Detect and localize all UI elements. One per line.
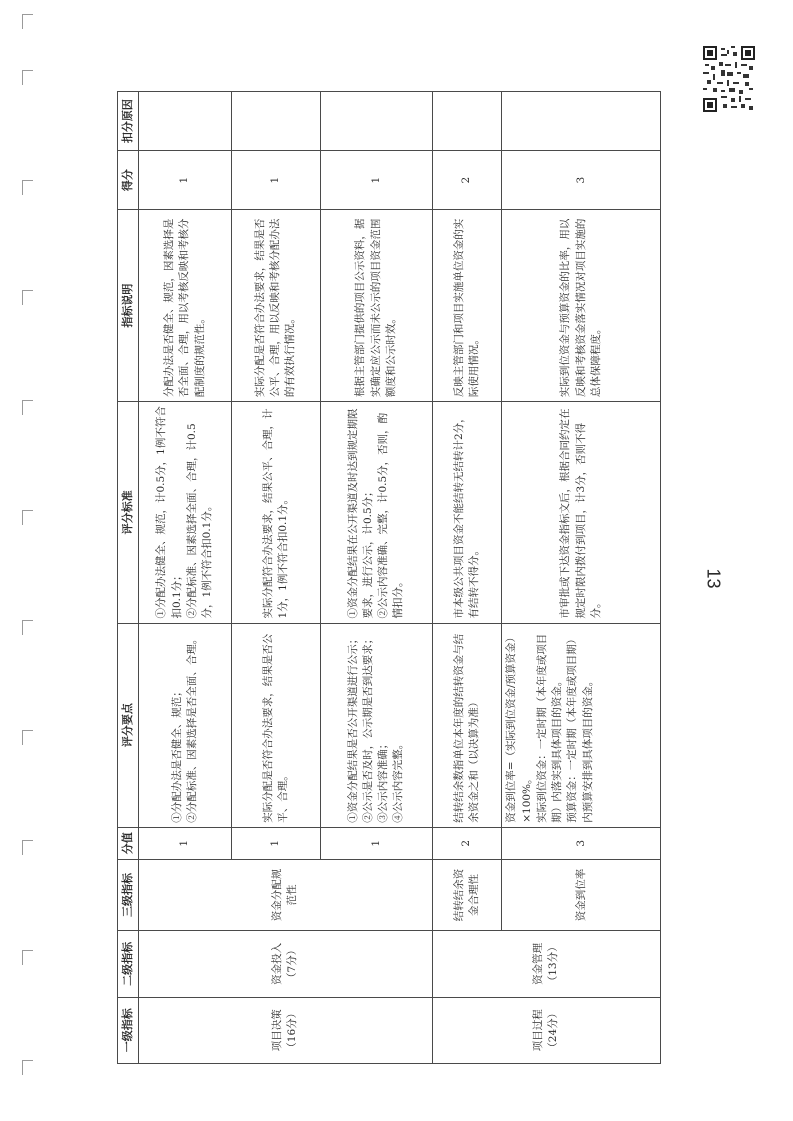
header-got: 得分 (118, 151, 139, 210)
score-cell: 2 (432, 827, 502, 859)
points-line: ③公示内容准确； (377, 738, 390, 823)
points-cell (320, 623, 432, 827)
score-cell: 1 (320, 827, 432, 859)
standard-line: 实际分配符合办法要求，结果公平、合理，计1分，1例不符合扣0.1分。 (261, 408, 289, 619)
standard-cell (432, 402, 502, 623)
points-line: ④公示内容完整。 (392, 738, 405, 823)
binding-mark (22, 1060, 33, 1075)
table-row (138, 92, 231, 1064)
points-line: ②公示是否及时，公示期是否到达要求； (361, 633, 374, 823)
reason-cell (320, 92, 432, 151)
binding-mark (22, 290, 33, 305)
binding-mark (22, 730, 33, 745)
got-cell: 3 (502, 151, 661, 210)
standard-cell (502, 402, 661, 623)
header-standard: 评分标准 (118, 402, 139, 623)
score-cell: 1 (138, 827, 231, 859)
description-cell: 根据主管部门提供的项目公示资料，据实确定应公示而未公示的项目资金范围额度和公示时效。 (320, 210, 432, 402)
binding-mark (22, 400, 33, 415)
description-cell: 实际分配是否符合办法要求，结果是否公平、合理，用以反映和考核分配办法的有效执行情况。 (231, 210, 320, 402)
standard-cell (320, 402, 432, 623)
evaluation-table (117, 91, 661, 1064)
binding-mark (22, 14, 33, 29)
header-score: 分值 (118, 827, 139, 859)
binding-mark (22, 180, 33, 195)
table-row (502, 92, 661, 1064)
description-cell: 分配办法是否健全、规范，因素选择是否全面、合理，用以考核反映和考核分配制度的规范性。 (138, 210, 231, 402)
binding-mark (22, 950, 33, 965)
standard-cell (138, 402, 231, 623)
points-cell (231, 623, 320, 827)
table-row (432, 92, 502, 1064)
binding-mark (22, 620, 33, 635)
binding-mark (22, 840, 33, 855)
points-cell (502, 623, 661, 827)
points-line: 资金到位率=（实际到位资金/预算资金）×100%。 (505, 631, 533, 823)
score-cell: 1 (231, 827, 320, 859)
got-cell: 1 (320, 151, 432, 210)
header-description: 指标说明 (118, 210, 139, 402)
got-cell: 1 (138, 151, 231, 210)
standard-line: ①分配办法健全、规范，计0.5分，1例不符合扣0.1分； (155, 406, 183, 619)
standard-line: 市本级公共项目资金不能结转无结转计2分，有结转不得分。 (452, 412, 481, 619)
evaluation-table-wrapper (117, 91, 661, 1064)
description-cell: 反映主管部门和项目实施单位资金的实际使用情况。 (432, 210, 502, 402)
reason-cell (231, 92, 320, 151)
qr-code (703, 46, 755, 112)
page-number: 13 (703, 568, 724, 589)
points-line: 预算资金：一定时期（本年度或项目期）内预算安排到具体项目的资金。 (566, 633, 594, 823)
level2-cell: 资金管理（13分） (432, 931, 660, 997)
got-cell: 2 (432, 151, 502, 210)
score-cell: 3 (502, 827, 661, 859)
table-header-row (118, 92, 139, 1064)
level2-cell: 资金投入（7分） (138, 931, 432, 997)
points-line: ②分配标准、因素选择是否全面、合理。 (185, 633, 198, 823)
reason-cell (432, 92, 502, 151)
points-line: 实际分配是否符合办法要求，结果是否公平、合理。 (261, 633, 289, 823)
level3-cell: 结转结余资金合理性 (432, 859, 502, 930)
got-cell: 1 (231, 151, 320, 210)
points-line: ①资金分配结果是否公开渠道进行公示； (346, 633, 359, 823)
binding-mark (22, 70, 33, 85)
points-line: ①分配办法是否健全、规范； (170, 686, 183, 823)
standard-line: ②分配标准、因素选择全面、合理，计0.5分，1例不符合扣0.1分。 (185, 423, 214, 619)
standard-cell (231, 402, 320, 623)
standard-line: ②公示内容准确、完整，计0.5分，否则，酌情扣分。 (377, 412, 405, 619)
points-cell (432, 623, 502, 827)
description-cell: 实际到位资金与预算资金的比率，用以反映和考核资金落实情况对项目实施的总体保障程度。 (502, 210, 661, 402)
header-level2: 二级指标 (118, 931, 139, 997)
points-line: 实际到位资金：一定时期（本年度或项目期）内落实到具体项目的资金。 (535, 633, 564, 823)
level3-cell: 资金分配规范性 (138, 859, 432, 930)
binding-mark (22, 510, 33, 525)
header-level1: 一级指标 (118, 997, 139, 1063)
points-cell (138, 623, 231, 827)
header-points: 评分要点 (118, 623, 139, 827)
level3-cell: 资金到位率 (502, 859, 661, 930)
reason-cell (502, 92, 661, 151)
points-line: 结转结余数指单位本年度的结转资金与结余资金之和（以决算为准） (452, 633, 481, 823)
standard-line: ①资金分配结果在公开渠道及时达到规定期限要求，进行公示，计0.5分； (346, 408, 374, 619)
standard-line: 市审批或下达资金指标文后，根据合同约定在规定时限内拨付到项目，计3分，否则不得分。 (559, 408, 602, 619)
level1-cell: 项目决策（16分） (138, 997, 432, 1063)
header-level3: 三级指标 (118, 859, 139, 930)
reason-cell (138, 92, 231, 151)
level1-cell: 项目过程（24分） (432, 997, 660, 1063)
header-reason: 扣分原因 (118, 92, 139, 151)
